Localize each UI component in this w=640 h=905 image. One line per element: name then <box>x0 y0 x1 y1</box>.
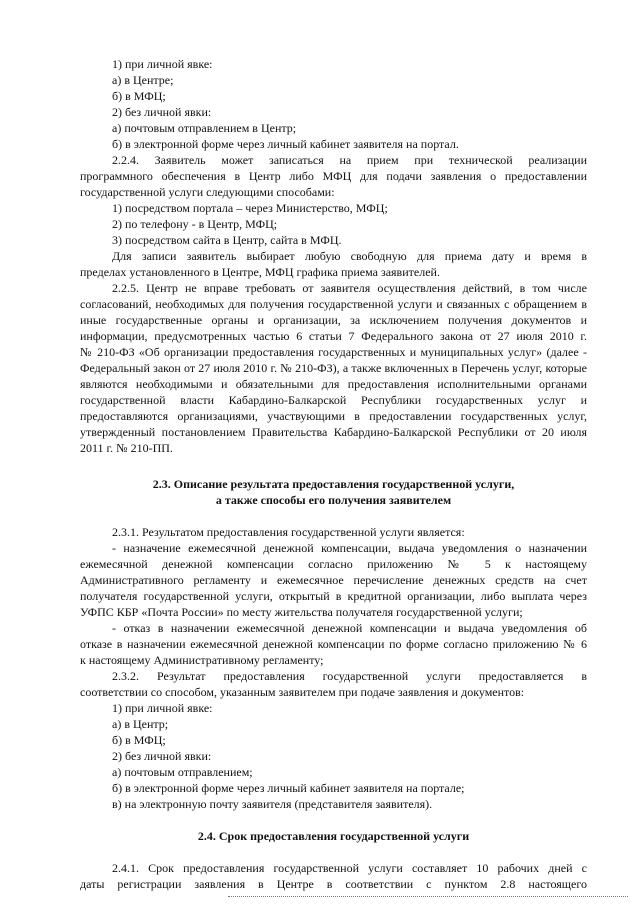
body-line: государственной власти Кабардино-Балкарской Республики государственных услуг и <box>80 393 587 407</box>
body-line: предоставляются организациями, участвующими в предоставлении государственных услуг, <box>80 409 587 423</box>
body-line: Федеральный закон от 27 июля 2010 г. № 210-ФЗ), а также включенных в Перечень услуг, которые <box>80 361 587 375</box>
body-line: 1) при личной явке: <box>112 57 213 71</box>
footer-divider <box>228 896 628 897</box>
body-line: б) в МФЦ; <box>112 89 166 103</box>
body-line: 2.2.4. Заявитель может записаться на прием при технической реализации <box>112 153 587 167</box>
body-line: а) почтовым отправлением; <box>112 765 253 779</box>
body-line: б) в МФЦ; <box>112 733 166 747</box>
section-heading: 2.4. Срок предоставления государственной услуги <box>197 829 470 843</box>
body-line: 2.2.5. Центр не вправе требовать от заявителя осуществления действий, в том числе <box>112 281 587 295</box>
body-line: УФПС КБР «Почта России» по месту жительства получателя государственной услуги; <box>80 605 523 619</box>
section-heading: 2.3. Описание результата предоставления государственной услуги, <box>152 477 515 491</box>
body-line: пределах установленного в Центре, МФЦ графика приема заявителей. <box>80 265 440 279</box>
body-line: в) на электронную почту заявителя (представителя заявителя). <box>112 797 433 811</box>
body-line: иные государственные органы и организации, за исключением получения документов и <box>80 313 587 327</box>
section-heading: а также способы его получения заявителем <box>215 493 452 507</box>
body-line: - отказ в назначении ежемесячной денежной компенсации и выдача уведомления об <box>112 621 587 635</box>
body-line: 2) без личной явки: <box>112 105 212 119</box>
body-line: согласований, необходимых для получения государственной услуги и связанных с обращением в <box>80 297 587 311</box>
body-line: б) в электронной форме через личный кабинет заявителя на портал. <box>112 137 459 151</box>
body-line: 1) при личной явке: <box>112 701 213 715</box>
body-line: б) в электронной форме через личный кабинет заявителя на портале; <box>112 781 465 795</box>
body-line: а) почтовым отправлением в Центр; <box>112 121 297 135</box>
body-line: а) в Центре; <box>112 73 174 87</box>
body-line: государственной услуги следующими способами: <box>80 185 335 199</box>
body-line: № 210-ФЗ «Об организации предоставления государственных и муниципальных услуг» (далее - <box>80 345 587 359</box>
body-line: 2.3.1. Результатом предоставления государственной услуги является: <box>112 525 465 539</box>
body-line: 2.4.1. Срок предоставления государственной услуги составляет 10 рабочих дней с <box>112 861 587 875</box>
body-line: отказе в назначении ежемесячной денежной компенсации по форме согласно приложению № 6 <box>80 637 587 651</box>
document-body <box>80 56 587 892</box>
body-line: к настоящему Административному регламенту; <box>80 653 324 667</box>
body-line: - назначение ежемесячной денежной компенсации, выдача уведомления о назначении <box>112 541 587 555</box>
body-line: даты регистрации заявления в Центре в соответствии с пунктом 2.8 настоящего <box>80 877 587 891</box>
body-line: а) в Центр; <box>112 717 169 731</box>
body-line: 3) посредством сайта в Центр, сайта в МФЦ. <box>112 233 342 247</box>
body-line: ежемесячной денежной компенсации согласно приложению № 5 к настоящему <box>80 557 587 571</box>
body-line: получателя государственной услуги, открытый в кредитной организации, либо выплата через <box>80 589 587 603</box>
body-line: программного обеспечения в Центр либо МФЦ для подачи заявления о предоставлении <box>80 169 587 183</box>
body-line: 2011 г. № 210-ПП. <box>80 441 173 455</box>
body-line: информации, предусмотренных частью 6 статьи 7 Федерального закона от 27 июля 2010 г. <box>80 329 587 343</box>
body-line: 2) без личной явки: <box>112 749 212 763</box>
body-line: утвержденный постановлением Правительства Кабардино-Балкарской Республики от 20 июля <box>80 425 587 439</box>
body-line: 1) посредством портала – через Министерство, МФЦ; <box>112 201 388 215</box>
body-line: Административного регламенту и ежемесячное перечисление денежных средств на счет <box>80 573 587 587</box>
body-line: 2) по телефону - в Центр, МФЦ; <box>112 217 278 231</box>
body-line: являются необходимыми и обязательными для предоставления исполнительными органами <box>80 377 587 391</box>
body-line: соответствии со способом, указанным заявителем при подаче заявления и документов: <box>80 685 525 699</box>
body-line: 2.3.2. Результат предоставления государственной услуги предоставляется в <box>112 669 587 683</box>
body-line: Для записи заявитель выбирает любую свободную для приема дату и время в <box>112 249 587 263</box>
